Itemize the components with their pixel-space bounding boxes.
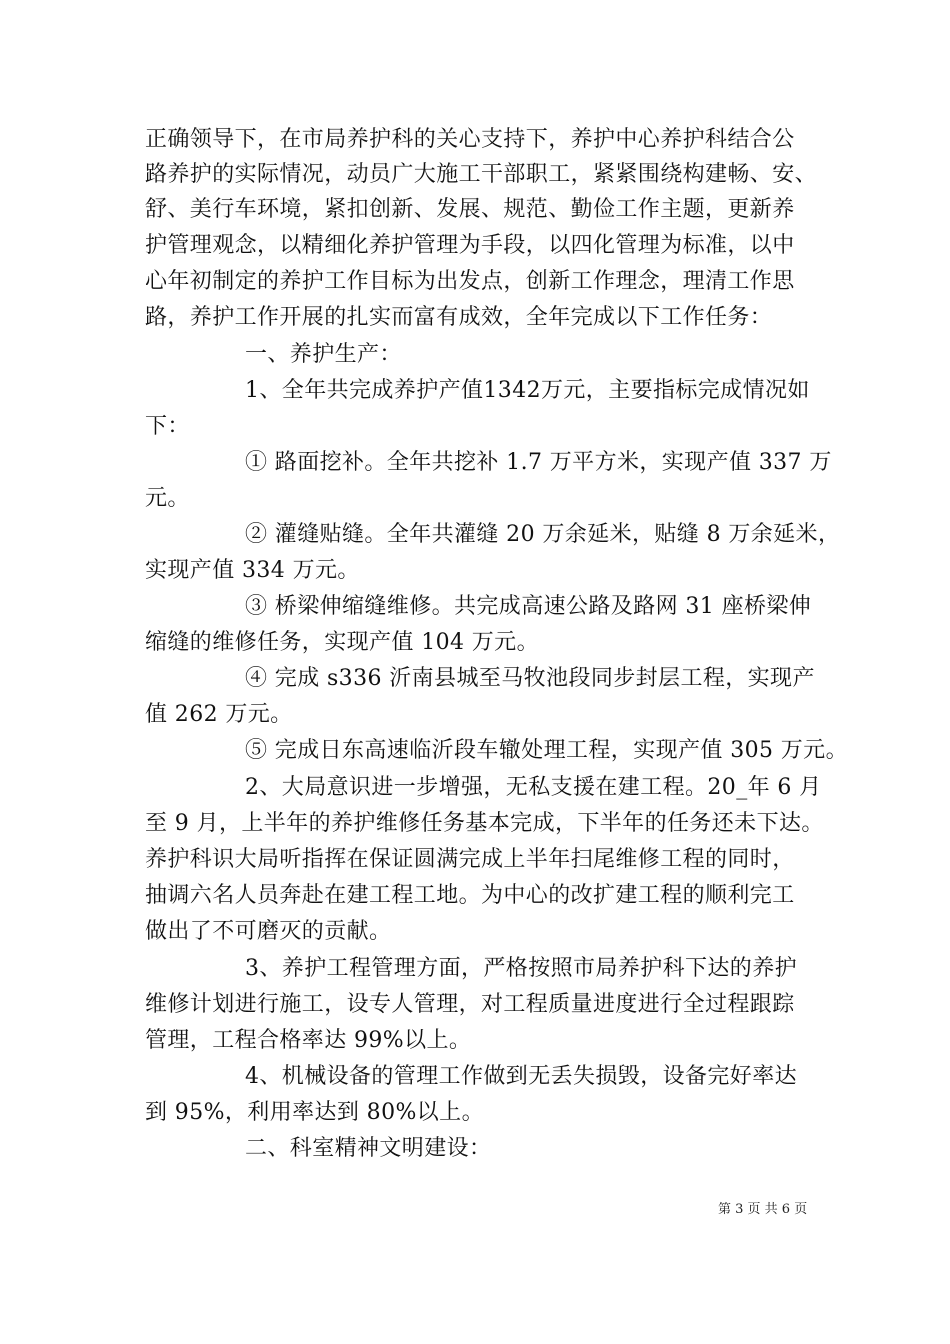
text-line: ② 灌缝贴缝。全年共灌缝 20 万余延米，贴缝 8 万余延米， <box>245 522 841 547</box>
text-line: 1、全年共完成养护产值1342万元，主要指标完成情况如 <box>245 378 810 403</box>
text-line: 元。 <box>145 486 190 511</box>
text-line: 3、养护工程管理方面，严格按照市局养护科下达的养护 <box>245 956 797 981</box>
text-line: 缩缝的维修任务，实现产值 104 万元。 <box>145 630 539 655</box>
text-line: ③ 桥梁伸缩缝维修。共完成高速公路及路网 31 座桥梁伸 <box>245 594 812 619</box>
text-line: 2、大局意识进一步增强，无私支援在建工程。20_年 6 月 <box>245 775 822 800</box>
text-line: 实现产值 334 万元。 <box>145 558 360 583</box>
text-line: ① 路面挖补。全年共挖补 1.7 万平方米，实现产值 337 万 <box>245 450 832 475</box>
text-line: 心年初制定的养护工作目标为出发点，创新工作理念，理清工作思 <box>145 269 795 294</box>
section-heading: 二、科室精神文明建设： <box>245 1136 492 1161</box>
text-line: 路，养护工作开展的扎实而富有成效，全年完成以下工作任务： <box>145 305 773 330</box>
text-line: 路养护的实际情况，动员广大施工干部职工，紧紧围绕构建畅、安、 <box>145 162 818 187</box>
page-number: 第 3 页 共 6 页 <box>718 1202 808 1217</box>
text-line: 抽调六名人员奔赴在建工程工地。为中心的改扩建工程的顺利完工 <box>145 883 795 908</box>
text-line: 下： <box>145 414 190 439</box>
text-line: 做出了不可磨灭的贡献。 <box>145 919 392 944</box>
text-line: 管理，工程合格率达 99%以上。 <box>145 1028 472 1053</box>
text-line: 正确领导下，在市局养护科的关心支持下，养护中心养护科结合公 <box>145 127 795 152</box>
text-line: 舒、美行车环境，紧扣创新、发展、规范、勤俭工作主题，更新养 <box>145 197 795 222</box>
text-line: 护管理观念，以精细化养护管理为手段，以四化管理为标准，以中 <box>145 233 795 258</box>
text-line: 至 9 月，上半年的养护维修任务基本完成，下半年的任务还未下达。 <box>145 811 824 836</box>
text-line: 4、机械设备的管理工作做到无丢失损毁，设备完好率达 <box>245 1064 797 1089</box>
text-line: 到 95%，利用率达到 80%以上。 <box>145 1100 484 1125</box>
section-heading: 一、养护生产： <box>245 342 402 367</box>
text-line: 值 262 万元。 <box>145 702 293 727</box>
text-line: ④ 完成 s336 沂南县城至马牧池段同步封层工程，实现产 <box>245 666 815 691</box>
text-line: 养护科识大局听指挥在保证圆满完成上半年扫尾维修工程的同时， <box>145 847 795 872</box>
text-line: ⑤ 完成日东高速临沂段车辙处理工程，实现产值 305 万元。 <box>245 738 848 763</box>
text-line: 维修计划进行施工，设专人管理，对工程质量进度进行全过程跟踪 <box>145 992 795 1017</box>
